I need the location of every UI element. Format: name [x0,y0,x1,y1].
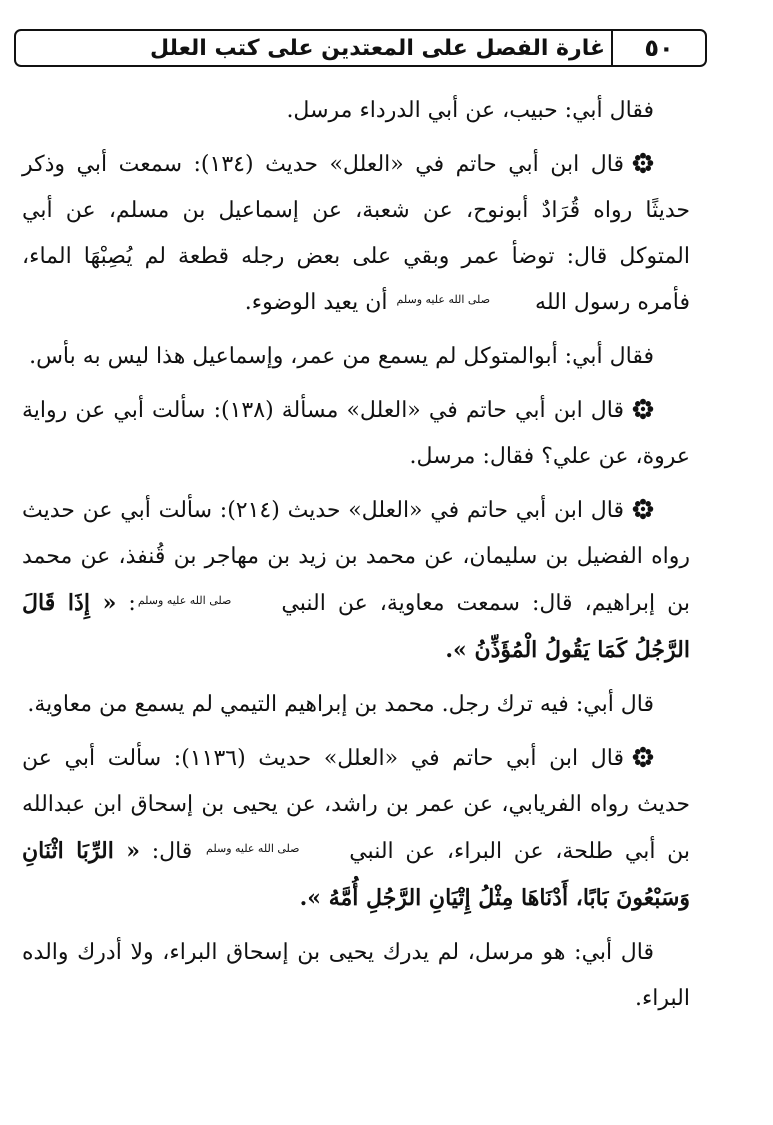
salutation-mark: صلى الله عليه وسلم [396,293,491,306]
hadith-text: « الرِّبَا اثْنَانِ وَسَبْعُونَ بَابًا، أَدْنَاهَا مِثْلُ إِتْيَانِ الرَّجُلِ أُمَّهُ ». [22,838,690,911]
paragraph-7 [22,736,690,922]
paragraph-4 [22,388,690,480]
hadith-text: « إِذَا قَالَ الرَّجُلُ كَمَا يَقُولُ الْمُؤَذِّنُ ». [22,590,690,663]
flower-ornament-icon [632,398,654,420]
paragraph-1 [22,88,690,134]
paragraph-3 [22,334,690,380]
paragraph-4-text: قال ابن أبي حاتم في «العلل» مسألة (١٣٨): سألت أبي عن رواية عروة، عن علي؟ فقال: مرسل. [22,398,690,469]
paragraph-5: قال ابن أبي حاتم في «العلل» حديث (٢١٤): سألت أبي عن حديث رواه الفضيل بن سليمان، عن محمد بن زيد بن مهاجر بن قُنفذ، عن محمد بن إبراهيم، قال: سمعت معاوية، عن النبي صلى الله عليه وسلم: « إِذَا قَالَ الرَّجُلُ كَمَا يَقُولُ الْمُؤَذِّنُ ». [22,498,690,663]
paragraph-6 [22,682,690,728]
page-number: ٥٠ [611,31,705,65]
flower-ornament-icon [632,746,654,768]
paragraph-1-text: فقال أبي: حبيب، عن أبي الدرداء مرسل. [286,98,654,123]
book-title: غارة الفصل على المعتدين على كتب العلل [150,36,605,61]
flower-ornament-icon [632,498,654,520]
paragraph-7-qala: قال: [151,839,193,864]
paragraph-3-text: فقال أبي: أبوالمتوكل لم يسمع من عمر، وإسماعيل هذا ليس به بأس. [29,344,654,369]
paragraph-8 [22,930,690,1022]
paragraph-2-text: قال ابن أبي حاتم في «العلل» حديث (١٣٤): سمعت أبي وذكر حديثًا رواه قُرَادٌ أبونوح، عن شعبة، عن إسماعيل بن مسلم، عن أبي المتوكل قال: توضأ عمر وبقي على بعض رجله قطعة لم يُصِبْهَا الماء، فأمره رسول الله [22,152,691,315]
paragraph-2 [22,142,690,326]
paragraph-5-text: قال ابن أبي حاتم في «العلل» حديث (٢١٤): سألت أبي عن حديث رواه الفضيل بن سليمان، عن محمد بن زيد بن مهاجر بن قُنفذ، عن محمد بن إبراهيم، قال: سمعت معاوية، عن النبي [22,498,690,616]
flower-ornament-icon [632,152,654,174]
paragraph-8-text: قال أبي: هو مرسل، لم يدرك يحيى بن إسحاق البراء، ولا أدرك والده البراء. [22,940,690,1011]
salutation-mark: صلى الله عليه وسلم [137,594,232,607]
page-body [22,88,690,1022]
paragraph-7-text: قال ابن أبي حاتم في «العلل» حديث (١١٣٦): سألت أبي عن حديث رواه الفريابي، عن عمر بن راشد، عن يحيى بن إسحاق ابن عبدالله بن أبي طلحة، عن البراء، عن النبي [22,746,691,864]
paragraph-6-text: قال أبي: فيه ترك رجل. محمد بن إبراهيم التيمي لم يسمع من معاوية. [27,692,654,717]
running-header [14,29,707,67]
paragraph-2-end: أن يعيد الوضوء. [244,290,388,315]
salutation-mark: صلى الله عليه وسلم [206,842,300,855]
